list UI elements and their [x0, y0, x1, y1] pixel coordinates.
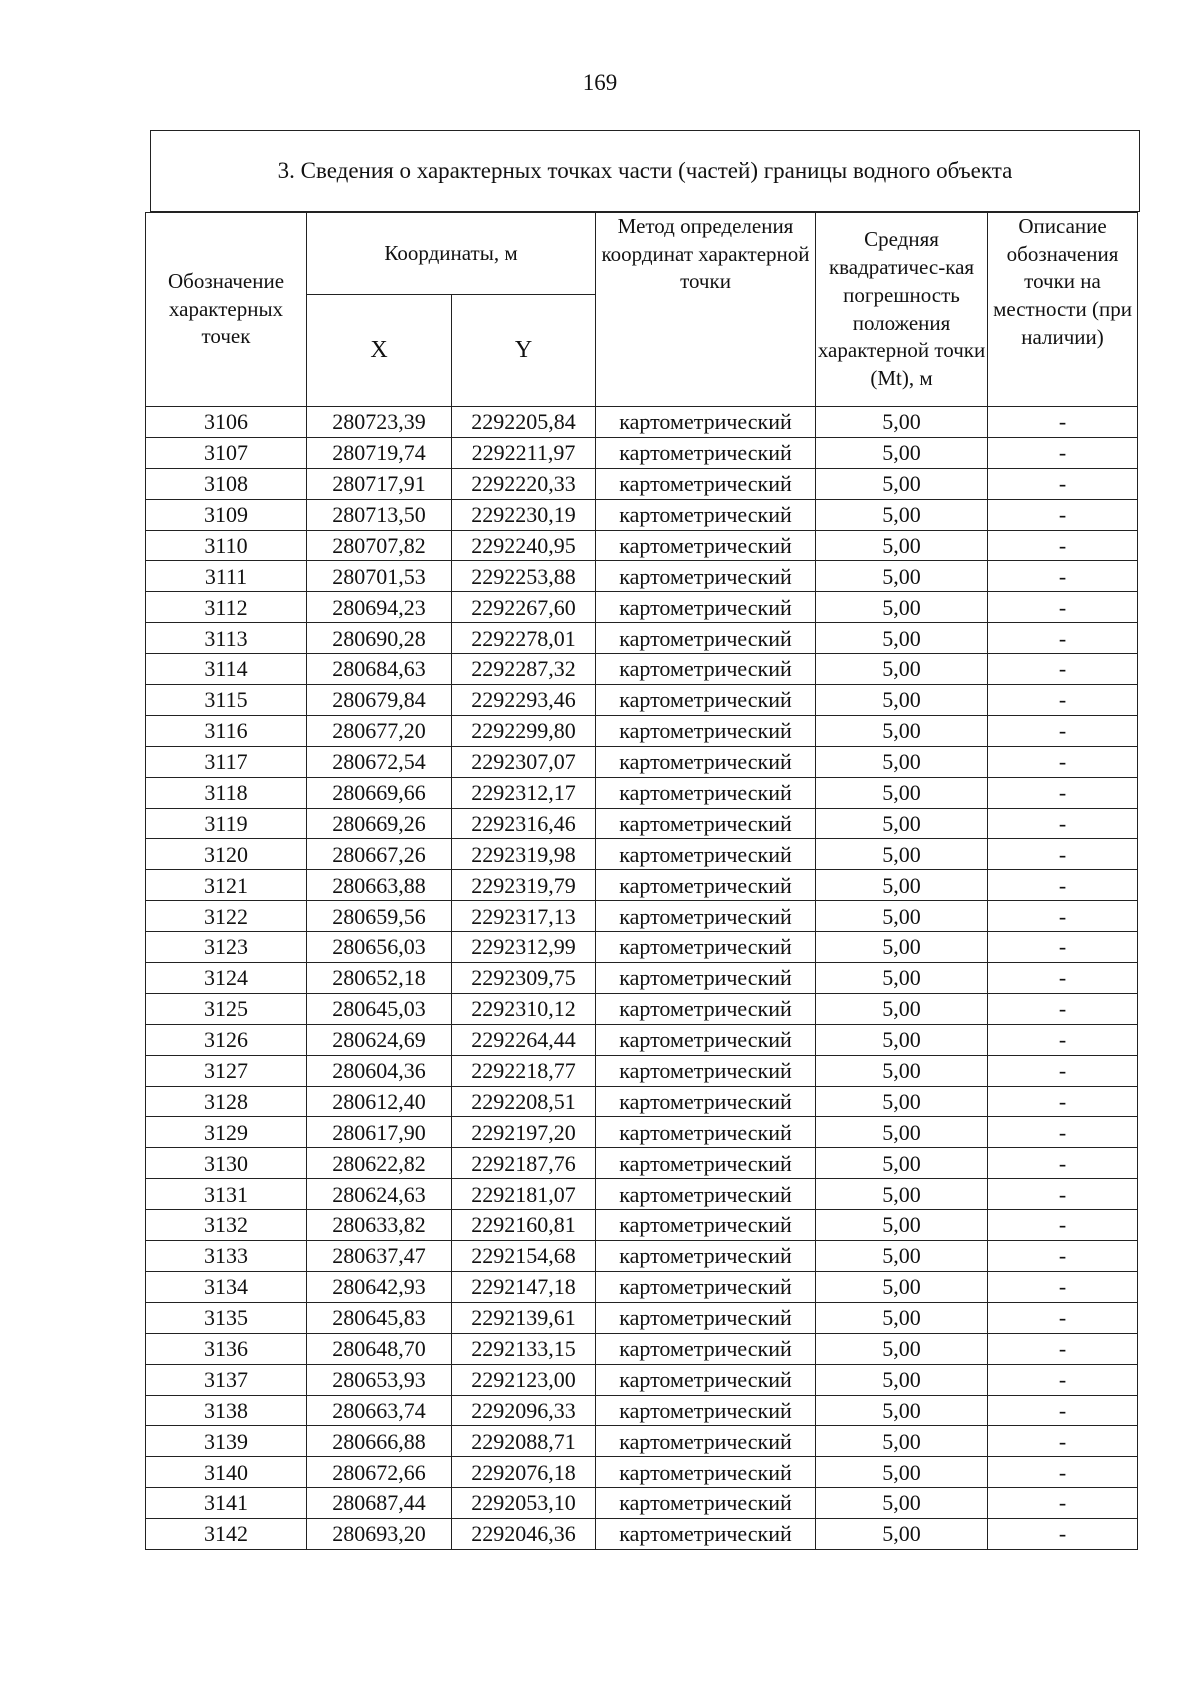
cell-coord-y: 2292278,01 [452, 623, 596, 654]
table-row [146, 1519, 1138, 1550]
cell-coord-y: 2292053,10 [452, 1488, 596, 1519]
cell-coord-x: 280677,20 [307, 715, 452, 746]
cell-coord-x: 280719,74 [307, 437, 452, 468]
header-designation: Обозначение характерных точек [146, 213, 307, 407]
table-row [146, 1055, 1138, 1086]
header-description: Описание обозначения точки на местности (при наличии) [988, 213, 1138, 407]
cell-method: картометрический [596, 1179, 816, 1210]
cell-description: - [988, 1148, 1138, 1179]
cell-method: картометрический [596, 1055, 816, 1086]
cell-error: 5,00 [816, 530, 988, 561]
table-row [146, 468, 1138, 499]
cell-coord-y: 2292197,20 [452, 1117, 596, 1148]
cell-error: 5,00 [816, 932, 988, 963]
table-row [146, 530, 1138, 561]
cell-error: 5,00 [816, 777, 988, 808]
cell-coord-y: 2292299,80 [452, 715, 596, 746]
cell-description: - [988, 870, 1138, 901]
cell-coord-x: 280723,39 [307, 407, 452, 438]
table-row [146, 685, 1138, 716]
cell-coord-x: 280645,83 [307, 1302, 452, 1333]
cell-coord-x: 280622,82 [307, 1148, 452, 1179]
cell-coord-y: 2292312,99 [452, 932, 596, 963]
table-row [146, 499, 1138, 530]
cell-description: - [988, 561, 1138, 592]
table-row [146, 592, 1138, 623]
cell-coord-x: 280669,66 [307, 777, 452, 808]
cell-coord-y: 2292187,76 [452, 1148, 596, 1179]
cell-method: картометрический [596, 1364, 816, 1395]
cell-description: - [988, 932, 1138, 963]
cell-coord-x: 280612,40 [307, 1086, 452, 1117]
cell-method: картометрический [596, 407, 816, 438]
cell-coord-y: 2292309,75 [452, 963, 596, 994]
cell-point-id: 3107 [146, 437, 307, 468]
cell-coord-x: 280633,82 [307, 1210, 452, 1241]
table-row [146, 1241, 1138, 1272]
cell-description: - [988, 1179, 1138, 1210]
cell-coord-y: 2292205,84 [452, 407, 596, 438]
cell-method: картометрический [596, 1024, 816, 1055]
cell-coord-x: 280663,74 [307, 1395, 452, 1426]
page-number: 169 [582, 70, 618, 95]
cell-method: картометрический [596, 1117, 816, 1148]
cell-description: - [988, 777, 1138, 808]
cell-method: картометрический [596, 1426, 816, 1457]
cell-coord-x: 280684,63 [307, 654, 452, 685]
cell-point-id: 3124 [146, 963, 307, 994]
table-row [146, 561, 1138, 592]
cell-description: - [988, 1241, 1138, 1272]
cell-coord-y: 2292139,61 [452, 1302, 596, 1333]
cell-method: картометрический [596, 499, 816, 530]
cell-description: - [988, 808, 1138, 839]
cell-error: 5,00 [816, 1395, 988, 1426]
cell-point-id: 3117 [146, 746, 307, 777]
table-row [146, 715, 1138, 746]
cell-description: - [988, 1271, 1138, 1302]
cell-error: 5,00 [816, 993, 988, 1024]
cell-coord-y: 2292123,00 [452, 1364, 596, 1395]
cell-coord-y: 2292317,13 [452, 901, 596, 932]
cell-method: картометрический [596, 1333, 816, 1364]
cell-coord-y: 2292253,88 [452, 561, 596, 592]
cell-error: 5,00 [816, 1457, 988, 1488]
cell-description: - [988, 1024, 1138, 1055]
cell-description: - [988, 654, 1138, 685]
cell-point-id: 3116 [146, 715, 307, 746]
table-body [146, 407, 1138, 1550]
cell-point-id: 3125 [146, 993, 307, 1024]
table-row [146, 1024, 1138, 1055]
cell-point-id: 3127 [146, 1055, 307, 1086]
cell-point-id: 3113 [146, 623, 307, 654]
cell-coord-x: 280690,28 [307, 623, 452, 654]
cell-method: картометрический [596, 901, 816, 932]
cell-method: картометрический [596, 932, 816, 963]
table-row [146, 777, 1138, 808]
cell-error: 5,00 [816, 1117, 988, 1148]
cell-coord-y: 2292208,51 [452, 1086, 596, 1117]
table-row [146, 437, 1138, 468]
cell-error: 5,00 [816, 1488, 988, 1519]
cell-method: картометрический [596, 1395, 816, 1426]
cell-method: картометрический [596, 1210, 816, 1241]
cell-coord-x: 280648,70 [307, 1333, 452, 1364]
cell-point-id: 3108 [146, 468, 307, 499]
cell-error: 5,00 [816, 963, 988, 994]
cell-point-id: 3119 [146, 808, 307, 839]
cell-error: 5,00 [816, 1241, 988, 1272]
cell-description: - [988, 1086, 1138, 1117]
cell-point-id: 3130 [146, 1148, 307, 1179]
cell-method: картометрический [596, 1519, 816, 1550]
cell-point-id: 3114 [146, 654, 307, 685]
table-row [146, 993, 1138, 1024]
cell-description: - [988, 1117, 1138, 1148]
cell-description: - [988, 901, 1138, 932]
cell-coord-x: 280666,88 [307, 1426, 452, 1457]
cell-description: - [988, 993, 1138, 1024]
cell-description: - [988, 623, 1138, 654]
cell-error: 5,00 [816, 1271, 988, 1302]
cell-coord-x: 280669,26 [307, 808, 452, 839]
cell-coord-y: 2292220,33 [452, 468, 596, 499]
cell-point-id: 3139 [146, 1426, 307, 1457]
cell-point-id: 3120 [146, 839, 307, 870]
cell-point-id: 3131 [146, 1179, 307, 1210]
cell-error: 5,00 [816, 1302, 988, 1333]
cell-coord-x: 280679,84 [307, 685, 452, 716]
cell-method: картометрический [596, 746, 816, 777]
cell-description: - [988, 746, 1138, 777]
cell-coord-x: 280656,03 [307, 932, 452, 963]
cell-method: картометрический [596, 1086, 816, 1117]
cell-method: картометрический [596, 870, 816, 901]
cell-coord-x: 280624,63 [307, 1179, 452, 1210]
cell-point-id: 3129 [146, 1117, 307, 1148]
cell-point-id: 3110 [146, 530, 307, 561]
cell-description: - [988, 1333, 1138, 1364]
cell-method: картометрический [596, 1271, 816, 1302]
table-row [146, 1488, 1138, 1519]
table-row [146, 932, 1138, 963]
cell-coord-y: 2292293,46 [452, 685, 596, 716]
cell-point-id: 3111 [146, 561, 307, 592]
cell-point-id: 3118 [146, 777, 307, 808]
cell-coord-x: 280637,47 [307, 1241, 452, 1272]
cell-method: картометрический [596, 468, 816, 499]
cell-point-id: 3133 [146, 1241, 307, 1272]
cell-coord-x: 280672,66 [307, 1457, 452, 1488]
cell-coord-x: 280624,69 [307, 1024, 452, 1055]
cell-error: 5,00 [816, 1519, 988, 1550]
cell-method: картометрический [596, 715, 816, 746]
cell-coord-x: 280642,93 [307, 1271, 452, 1302]
table-row [146, 839, 1138, 870]
cell-description: - [988, 1210, 1138, 1241]
cell-coord-y: 2292319,98 [452, 839, 596, 870]
cell-point-id: 3140 [146, 1457, 307, 1488]
header-y: Y [452, 295, 596, 407]
cell-method: картометрический [596, 561, 816, 592]
cell-description: - [988, 1488, 1138, 1519]
cell-coord-y: 2292316,46 [452, 808, 596, 839]
cell-point-id: 3138 [146, 1395, 307, 1426]
cell-description: - [988, 839, 1138, 870]
cell-error: 5,00 [816, 468, 988, 499]
cell-coord-y: 2292211,97 [452, 437, 596, 468]
cell-method: картометрический [596, 777, 816, 808]
cell-coord-x: 280707,82 [307, 530, 452, 561]
cell-coord-x: 280713,50 [307, 499, 452, 530]
cell-coord-x: 280701,53 [307, 561, 452, 592]
table-row [146, 623, 1138, 654]
cell-point-id: 3142 [146, 1519, 307, 1550]
cell-error: 5,00 [816, 1426, 988, 1457]
cell-description: - [988, 715, 1138, 746]
cell-description: - [988, 1364, 1138, 1395]
coordinates-table [145, 212, 1138, 1550]
cell-point-id: 3121 [146, 870, 307, 901]
cell-point-id: 3134 [146, 1271, 307, 1302]
table-row [146, 1210, 1138, 1241]
cell-coord-y: 2292264,44 [452, 1024, 596, 1055]
cell-method: картометрический [596, 963, 816, 994]
cell-point-id: 3109 [146, 499, 307, 530]
cell-coord-x: 280717,91 [307, 468, 452, 499]
cell-coord-x: 280659,56 [307, 901, 452, 932]
cell-method: картометрический [596, 993, 816, 1024]
cell-coord-x: 280653,93 [307, 1364, 452, 1395]
cell-method: картометрический [596, 1241, 816, 1272]
cell-coord-y: 2292230,19 [452, 499, 596, 530]
cell-description: - [988, 1457, 1138, 1488]
table-row [146, 1364, 1138, 1395]
cell-coord-x: 280672,54 [307, 746, 452, 777]
cell-coord-x: 280652,18 [307, 963, 452, 994]
cell-coord-y: 2292096,33 [452, 1395, 596, 1426]
cell-error: 5,00 [816, 1179, 988, 1210]
table-row [146, 407, 1138, 438]
cell-coord-y: 2292310,12 [452, 993, 596, 1024]
cell-error: 5,00 [816, 715, 988, 746]
cell-coord-y: 2292088,71 [452, 1426, 596, 1457]
cell-error: 5,00 [816, 561, 988, 592]
cell-method: картометрический [596, 1457, 816, 1488]
cell-error: 5,00 [816, 685, 988, 716]
header-x: X [307, 295, 452, 407]
cell-coord-x: 280667,26 [307, 839, 452, 870]
cell-description: - [988, 685, 1138, 716]
cell-error: 5,00 [816, 1333, 988, 1364]
table-row [146, 808, 1138, 839]
cell-method: картометрический [596, 839, 816, 870]
cell-coord-y: 2292319,79 [452, 870, 596, 901]
cell-coord-y: 2292076,18 [452, 1457, 596, 1488]
cell-error: 5,00 [816, 407, 988, 438]
cell-description: - [988, 468, 1138, 499]
cell-error: 5,00 [816, 1210, 988, 1241]
cell-method: картометрический [596, 1302, 816, 1333]
cell-point-id: 3135 [146, 1302, 307, 1333]
cell-coord-y: 2292267,60 [452, 592, 596, 623]
cell-point-id: 3122 [146, 901, 307, 932]
cell-error: 5,00 [816, 437, 988, 468]
cell-description: - [988, 1055, 1138, 1086]
cell-coord-x: 280663,88 [307, 870, 452, 901]
cell-coord-y: 2292160,81 [452, 1210, 596, 1241]
cell-point-id: 3128 [146, 1086, 307, 1117]
table-row [146, 1457, 1138, 1488]
table-row [146, 963, 1138, 994]
cell-error: 5,00 [816, 808, 988, 839]
cell-coord-x: 280693,20 [307, 1519, 452, 1550]
cell-point-id: 3137 [146, 1364, 307, 1395]
cell-error: 5,00 [816, 654, 988, 685]
table-row [146, 746, 1138, 777]
cell-method: картометрический [596, 654, 816, 685]
cell-description: - [988, 499, 1138, 530]
section-title: 3. Сведения о характерных точках части (частей) границы водного объекта [150, 130, 1140, 212]
cell-error: 5,00 [816, 592, 988, 623]
cell-point-id: 3106 [146, 407, 307, 438]
header-coordinates: Координаты, м [307, 213, 596, 295]
table-row [146, 1333, 1138, 1364]
cell-description: - [988, 530, 1138, 561]
table-row [146, 870, 1138, 901]
cell-description: - [988, 407, 1138, 438]
cell-description: - [988, 963, 1138, 994]
table-row [146, 1426, 1138, 1457]
cell-coord-y: 2292133,15 [452, 1333, 596, 1364]
cell-point-id: 3136 [146, 1333, 307, 1364]
cell-method: картометрический [596, 530, 816, 561]
cell-error: 5,00 [816, 901, 988, 932]
table-row [146, 1302, 1138, 1333]
table-row [146, 1117, 1138, 1148]
cell-point-id: 3112 [146, 592, 307, 623]
cell-coord-y: 2292218,77 [452, 1055, 596, 1086]
cell-description: - [988, 437, 1138, 468]
cell-method: картометрический [596, 1148, 816, 1179]
cell-coord-y: 2292240,95 [452, 530, 596, 561]
cell-coord-x: 280604,36 [307, 1055, 452, 1086]
cell-error: 5,00 [816, 499, 988, 530]
table-row [146, 1395, 1138, 1426]
cell-point-id: 3126 [146, 1024, 307, 1055]
cell-method: картометрический [596, 592, 816, 623]
cell-description: - [988, 1426, 1138, 1457]
cell-method: картометрический [596, 1488, 816, 1519]
cell-method: картометрический [596, 685, 816, 716]
cell-coord-y: 2292181,07 [452, 1179, 596, 1210]
table-row [146, 1148, 1138, 1179]
cell-description: - [988, 1519, 1138, 1550]
cell-coord-x: 280645,03 [307, 993, 452, 1024]
cell-coord-x: 280687,44 [307, 1488, 452, 1519]
cell-error: 5,00 [816, 623, 988, 654]
cell-point-id: 3115 [146, 685, 307, 716]
header-error: Средняя квадратичес-кая погрешность положения характерной точки (Mt), м [816, 213, 988, 407]
table-row [146, 1179, 1138, 1210]
cell-error: 5,00 [816, 870, 988, 901]
cell-coord-x: 280694,23 [307, 592, 452, 623]
cell-coord-y: 2292046,36 [452, 1519, 596, 1550]
cell-error: 5,00 [816, 839, 988, 870]
cell-coord-y: 2292312,17 [452, 777, 596, 808]
cell-point-id: 3141 [146, 1488, 307, 1519]
cell-coord-y: 2292147,18 [452, 1271, 596, 1302]
table-row [146, 654, 1138, 685]
cell-error: 5,00 [816, 1364, 988, 1395]
table-row [146, 901, 1138, 932]
cell-error: 5,00 [816, 746, 988, 777]
cell-point-id: 3132 [146, 1210, 307, 1241]
cell-method: картометрический [596, 623, 816, 654]
cell-error: 5,00 [816, 1148, 988, 1179]
cell-coord-y: 2292287,32 [452, 654, 596, 685]
cell-description: - [988, 592, 1138, 623]
header-method: Метод определения координат характерной точки [596, 213, 816, 407]
cell-coord-x: 280617,90 [307, 1117, 452, 1148]
cell-coord-y: 2292307,07 [452, 746, 596, 777]
table-row [146, 1086, 1138, 1117]
cell-method: картометрический [596, 808, 816, 839]
cell-point-id: 3123 [146, 932, 307, 963]
cell-description: - [988, 1302, 1138, 1333]
table-row [146, 1271, 1138, 1302]
cell-coord-y: 2292154,68 [452, 1241, 596, 1272]
cell-error: 5,00 [816, 1086, 988, 1117]
cell-error: 5,00 [816, 1024, 988, 1055]
cell-method: картометрический [596, 437, 816, 468]
cell-error: 5,00 [816, 1055, 988, 1086]
cell-description: - [988, 1395, 1138, 1426]
